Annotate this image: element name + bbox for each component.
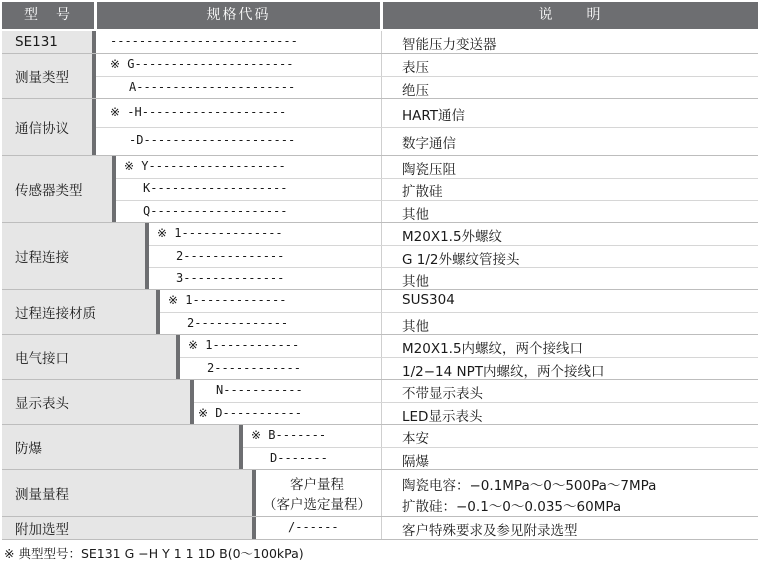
- code-extra: /------: [288, 520, 339, 534]
- group-line: [2, 379, 758, 380]
- desc-k: 扩散硅: [402, 184, 443, 200]
- code-ex-d: D-------: [270, 451, 328, 465]
- row-line: [160, 312, 758, 313]
- category-extra: 附加选型: [2, 517, 252, 539]
- row-line: [194, 402, 758, 403]
- code-range-line2: （客户选定量程）: [263, 497, 371, 513]
- desc-range-ceramic: 陶瓷电容：−0.1MPa～0～500Pa～7MPa: [402, 478, 657, 494]
- desc-conn-3: 其他: [402, 274, 429, 290]
- row-line: [116, 200, 758, 201]
- code-elec-2: 2------------: [207, 361, 301, 375]
- column-separator: [381, 31, 382, 539]
- code-h: ※ -H--------------------: [110, 105, 287, 119]
- desc-disp-n: 不带显示表头: [402, 386, 483, 402]
- code-q: Q-------------------: [143, 204, 288, 218]
- desc-se131: 智能压力变送器: [402, 37, 497, 53]
- group-line: [2, 155, 758, 156]
- row-line: [243, 447, 758, 448]
- category-process-connection: 过程连接: [2, 223, 145, 289]
- code-elec-1: ※ 1------------: [188, 338, 300, 352]
- code-conn-1: ※ 1--------------: [157, 226, 283, 240]
- desc-ex-d: 隔爆: [402, 454, 429, 470]
- category-measure-type: 测量类型: [2, 54, 92, 98]
- desc-ex-b: 本安: [402, 431, 429, 447]
- code-k: K-------------------: [143, 181, 288, 195]
- category-se131: SE131: [2, 31, 92, 53]
- desc-mat-1: SUS304: [402, 292, 455, 308]
- category-bar: [92, 31, 96, 53]
- group-line: [2, 539, 758, 540]
- category-bar: [112, 156, 116, 222]
- category-bar: [252, 517, 256, 539]
- category-protocol: 通信协议: [2, 99, 92, 155]
- category-range: 测量量程: [2, 470, 252, 516]
- group-line: [2, 289, 758, 290]
- desc-elec-2: 1/2−14 NPT内螺纹，两个接线口: [402, 364, 605, 380]
- group-line: [2, 222, 758, 223]
- desc-extra: 客户特殊要求及参见附录选型: [402, 523, 578, 539]
- group-line: [2, 424, 758, 425]
- desc-h: HART通信: [402, 108, 466, 124]
- header-desc: 说 明: [383, 2, 758, 29]
- category-explosion-proof: 防爆: [2, 425, 239, 469]
- group-line: [2, 334, 758, 335]
- desc-elec-1: M20X1.5内螺纹，两个接线口: [402, 341, 584, 357]
- category-bar: [145, 223, 149, 289]
- row-line: [96, 127, 758, 128]
- group-line: [2, 469, 758, 470]
- desc-g: 表压: [402, 60, 429, 76]
- header-code: 规格代码: [97, 2, 380, 29]
- desc-disp-d: LED显示表头: [402, 409, 483, 425]
- row-line: [180, 357, 758, 358]
- desc-d: 数字通信: [402, 136, 456, 152]
- category-sensor-type: 传感器类型: [2, 156, 112, 222]
- group-line: [2, 53, 758, 54]
- category-display: 显示表头: [2, 380, 190, 424]
- code-ex-b: ※ B-------: [251, 428, 327, 442]
- code-conn-3: 3--------------: [176, 271, 285, 285]
- header-model: 型 号: [2, 2, 94, 29]
- group-line: [2, 516, 758, 517]
- code-mat-1: ※ 1-------------: [168, 293, 287, 307]
- category-connection-material: 过程连接材质: [2, 290, 156, 334]
- category-electrical-interface: 电气接口: [2, 335, 176, 379]
- code-conn-2: 2--------------: [176, 249, 285, 263]
- code-y: ※ Y-------------------: [124, 159, 286, 173]
- desc-mat-2: 其他: [402, 319, 429, 335]
- desc-range-silicon: 扩散硅：−0.1～0～0.035～60MPa: [402, 499, 622, 515]
- desc-conn-1: M20X1.5外螺纹: [402, 229, 503, 245]
- code-range-line1: 客户量程: [290, 477, 344, 493]
- code-mat-2: 2-------------: [187, 316, 289, 330]
- code-g: ※ G----------------------: [110, 57, 294, 71]
- group-line: [2, 98, 758, 99]
- row-line: [96, 76, 758, 77]
- desc-y: 陶瓷压阻: [402, 162, 456, 178]
- desc-conn-2: G 1/2外螺纹管接头: [402, 252, 520, 268]
- code-d: -D---------------------: [129, 133, 296, 147]
- row-line: [116, 178, 758, 179]
- typical-model-note: ※ 典型型号：SE131 G −H Y 1 1 1D B(0～100kPa): [4, 546, 304, 561]
- desc-q: 其他: [402, 207, 429, 223]
- code-disp-n: N-----------: [216, 383, 303, 397]
- row-line: [149, 245, 758, 246]
- code-se131: --------------------------: [110, 34, 298, 48]
- code-a: A----------------------: [129, 80, 296, 94]
- code-disp-d: ※ D-----------: [198, 406, 302, 420]
- desc-a: 绝压: [402, 83, 429, 99]
